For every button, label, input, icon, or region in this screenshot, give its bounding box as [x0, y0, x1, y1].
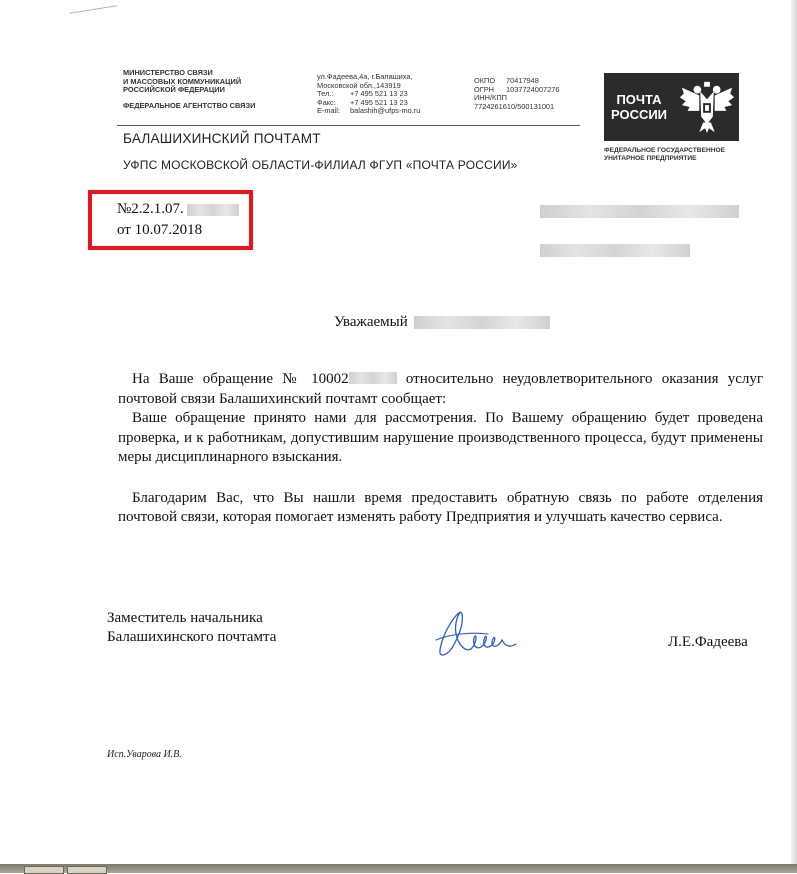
inn-value: 7724261610/500131001: [474, 101, 555, 111]
fax-label: Факс:: [317, 97, 336, 107]
scan-mark: [70, 5, 119, 21]
agency-name: ФЕДЕРАЛЬНОЕ АГЕНТСТВО СВЯЗИ: [123, 100, 256, 110]
reference-prefix: №2.2.1.07.: [117, 201, 184, 217]
redacted-recipient-address: [540, 244, 690, 257]
salutation: [334, 314, 550, 331]
logo-caption: [604, 147, 754, 164]
letter-body: [118, 370, 763, 528]
letterhead-contacts: [317, 73, 467, 116]
logo-line: ПОЧТА: [616, 92, 662, 107]
inn-label: ИНН/КПП: [474, 93, 507, 103]
letterhead-ministry: [123, 69, 303, 110]
para1-before: На Ваше обращение № 10002: [132, 371, 349, 387]
redacted-appeal-number: [349, 372, 397, 384]
logo-line: РОССИИ: [610, 107, 668, 122]
ministry-line: МИНИСТЕРСТВО СВЯЗИ: [123, 68, 213, 77]
paragraph-1-continued: Ваше обращение принято нами для рассмотрения. По Вашему обращению будет проведена проверка, и к работникам, допустившим нарушение производственного процесса, будут применены меры дисциплинарного взыскания.: [118, 410, 763, 465]
paragraph-2: Благодарим Вас, что Вы нашли время предоставить обратную связь по работе отделения почтовой связи, которая помогает изменять работу Предприятия и улучшать качество сервиса.: [118, 489, 763, 525]
ogrn-value: 1037724007276: [506, 84, 560, 94]
email-label: E-mail:: [317, 106, 340, 116]
reference-date: от 10.07.2018: [117, 222, 203, 238]
double-headed-eagle-icon: [678, 78, 736, 136]
ministry-line: И МАССОВЫХ КОММУНИКАЦИЙ: [123, 76, 242, 86]
logo-text: [604, 92, 674, 122]
para1-after: относительно неудовлетворительного оказания услуг почтовой связи Балашихинский почтамт сообщает:: [118, 371, 763, 407]
ministry-line: РОССИЙСКОЙ ФЕДЕРАЦИИ: [123, 85, 225, 95]
letterhead-divider: [117, 125, 580, 126]
position-line: Заместитель начальника: [107, 610, 263, 626]
logo-caption-line: УНИТАРНОЕ ПРЕДПРИЯТИЕ: [604, 155, 697, 163]
address-line: Московской обл.,143919: [317, 80, 401, 90]
position-line: Балашихинского почтамта: [107, 629, 277, 645]
executor-note: Исп.Уварова И.В.: [107, 749, 182, 760]
taskbar: [0, 864, 797, 873]
org-name: БАЛАШИХИНСКИЙ ПОЧТАМТ: [123, 131, 321, 146]
letterhead-codes: [474, 77, 584, 111]
org-subtitle: УФПС МОСКОВСКОЙ ОБЛАСТИ-ФИЛИАЛ ФГУП «ПОЧТА РОССИИ»: [123, 158, 518, 172]
phone-value: +7 495 521 13 23: [350, 89, 408, 99]
phone-label: Тел.:: [317, 89, 334, 99]
logo-caption-line: ФЕДЕРАЛЬНОЕ ГОСУДАРСТВЕННОЕ: [604, 147, 726, 154]
email-row: [317, 107, 467, 116]
ogrn-label: ОГРН: [474, 84, 495, 94]
handwritten-signature: [430, 604, 530, 666]
salutation-text: Уважаемый: [334, 314, 408, 330]
okpo-value: 70417948: [506, 76, 539, 85]
redacted-recipient: [540, 205, 739, 218]
russian-post-logo: [604, 73, 739, 141]
fax-value: +7 495 521 13 23: [350, 97, 408, 107]
signatory-name: Л.Е.Фадеева: [668, 634, 748, 650]
paragraph-1: [118, 370, 763, 409]
okpo-label: ОКПО: [474, 76, 496, 85]
email-value: balashih@ufps-mo.ru: [350, 106, 421, 116]
page-edge-shadow: [791, 0, 797, 873]
redacted-name: [414, 316, 550, 329]
highlight-box: [88, 190, 253, 250]
address-line: ул.Фадеева,4а, г.Балашиха,: [317, 72, 413, 81]
signatory-position: [107, 609, 276, 647]
